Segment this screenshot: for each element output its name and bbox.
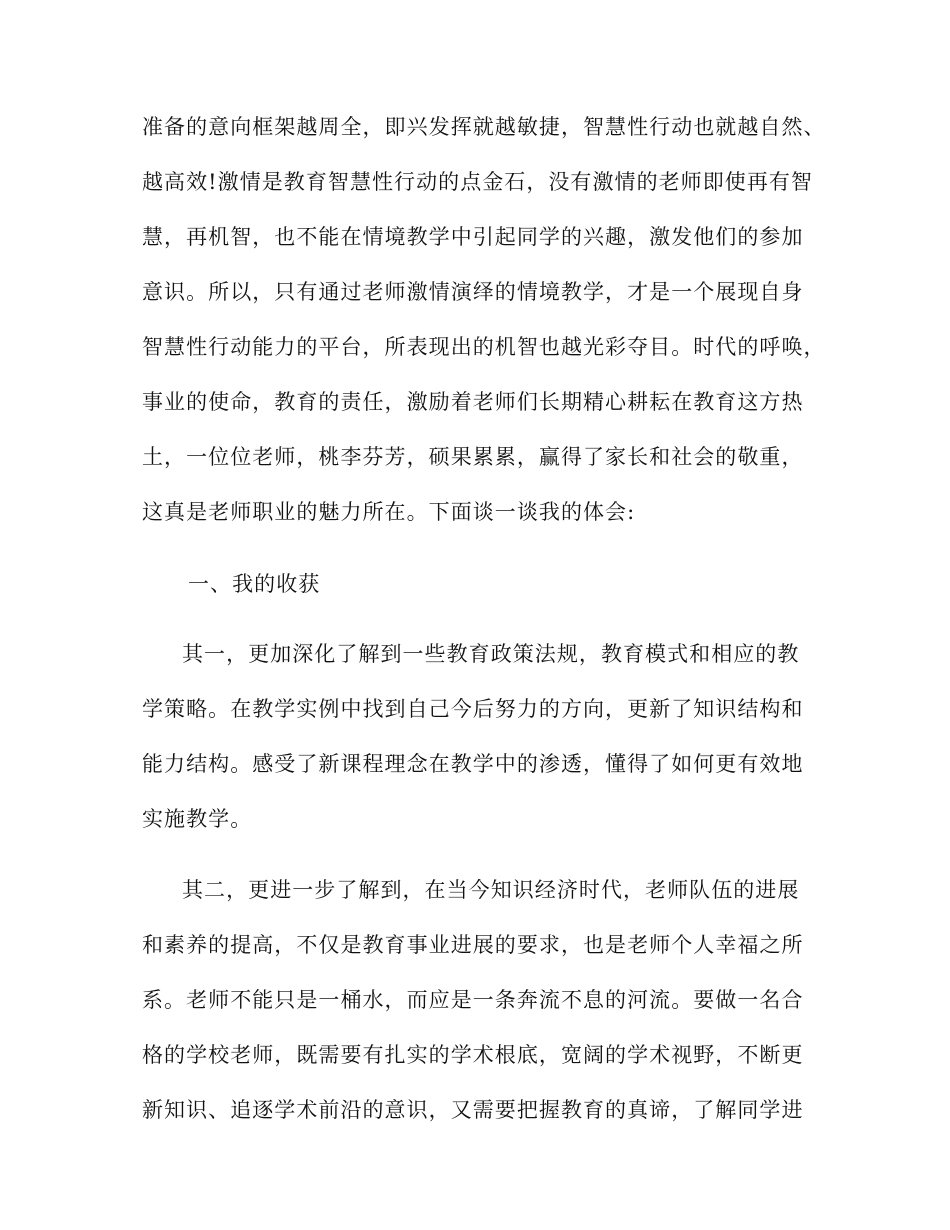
paragraph-line: 土，一位位老师，桃李芬芳，硕果累累，赢得了家长和社会的敬重， [142,445,804,469]
paragraph-line: 和素养的提高，不仅是教育事业进展的要求，也是老师个人幸福之所 [142,933,804,957]
paragraph-line: 准备的意向框架越周全，即兴发挥就越敏捷，智慧性行动也就越自然、 [142,115,826,139]
paragraph-line: 其二，更进一步了解到，在当今知识经济时代，老师队伍的进展 [182,878,800,902]
paragraph-line: 智慧性行动能力的平台，所表现出的机智也越光彩夺目。时代的呼唤， [142,335,826,359]
paragraph-line: 其一，更加深化了解到一些教育政策法规，教育模式和相应的教 [182,642,800,666]
paragraph-line: 这真是老师职业的魅力所在。下面谈一谈我的体会: [142,500,636,524]
paragraph-line: 能力结构。感受了新课程理念在教学中的渗透，懂得了如何更有效地 [142,752,804,776]
paragraph-line: 事业的使命，教育的责任，激励着老师们长期精心耕耘在教育这方热 [142,390,804,414]
paragraph-line: 实施教学。 [142,807,253,831]
paragraph-line: 格的学校老师，既需要有扎实的学术根底，宽阔的学术视野，不断更 [142,1043,804,1067]
paragraph-line: 学策略。在教学实例中找到自己今后努力的方向，更新了知识结构和 [142,697,804,721]
section-heading: 一、我的收获 [188,572,321,596]
paragraph-line: 慧，再机智，也不能在情境教学中引起同学的兴趣，激发他们的参加 [142,225,804,249]
paragraph-line: 新知识、追逐学术前沿的意识，又需要把握教育的真谛，了解同学进 [142,1098,804,1122]
paragraph-line: 越高效!激情是教育智慧性行动的点金石，没有激情的老师即使再有智 [142,170,813,194]
paragraph-line: 系。老师不能只是一桶水，而应是一条奔流不息的河流。要做一名合 [142,988,804,1012]
paragraph-line: 意识。所以，只有通过老师激情演绎的情境教学，才是一个展现自身 [142,280,804,304]
